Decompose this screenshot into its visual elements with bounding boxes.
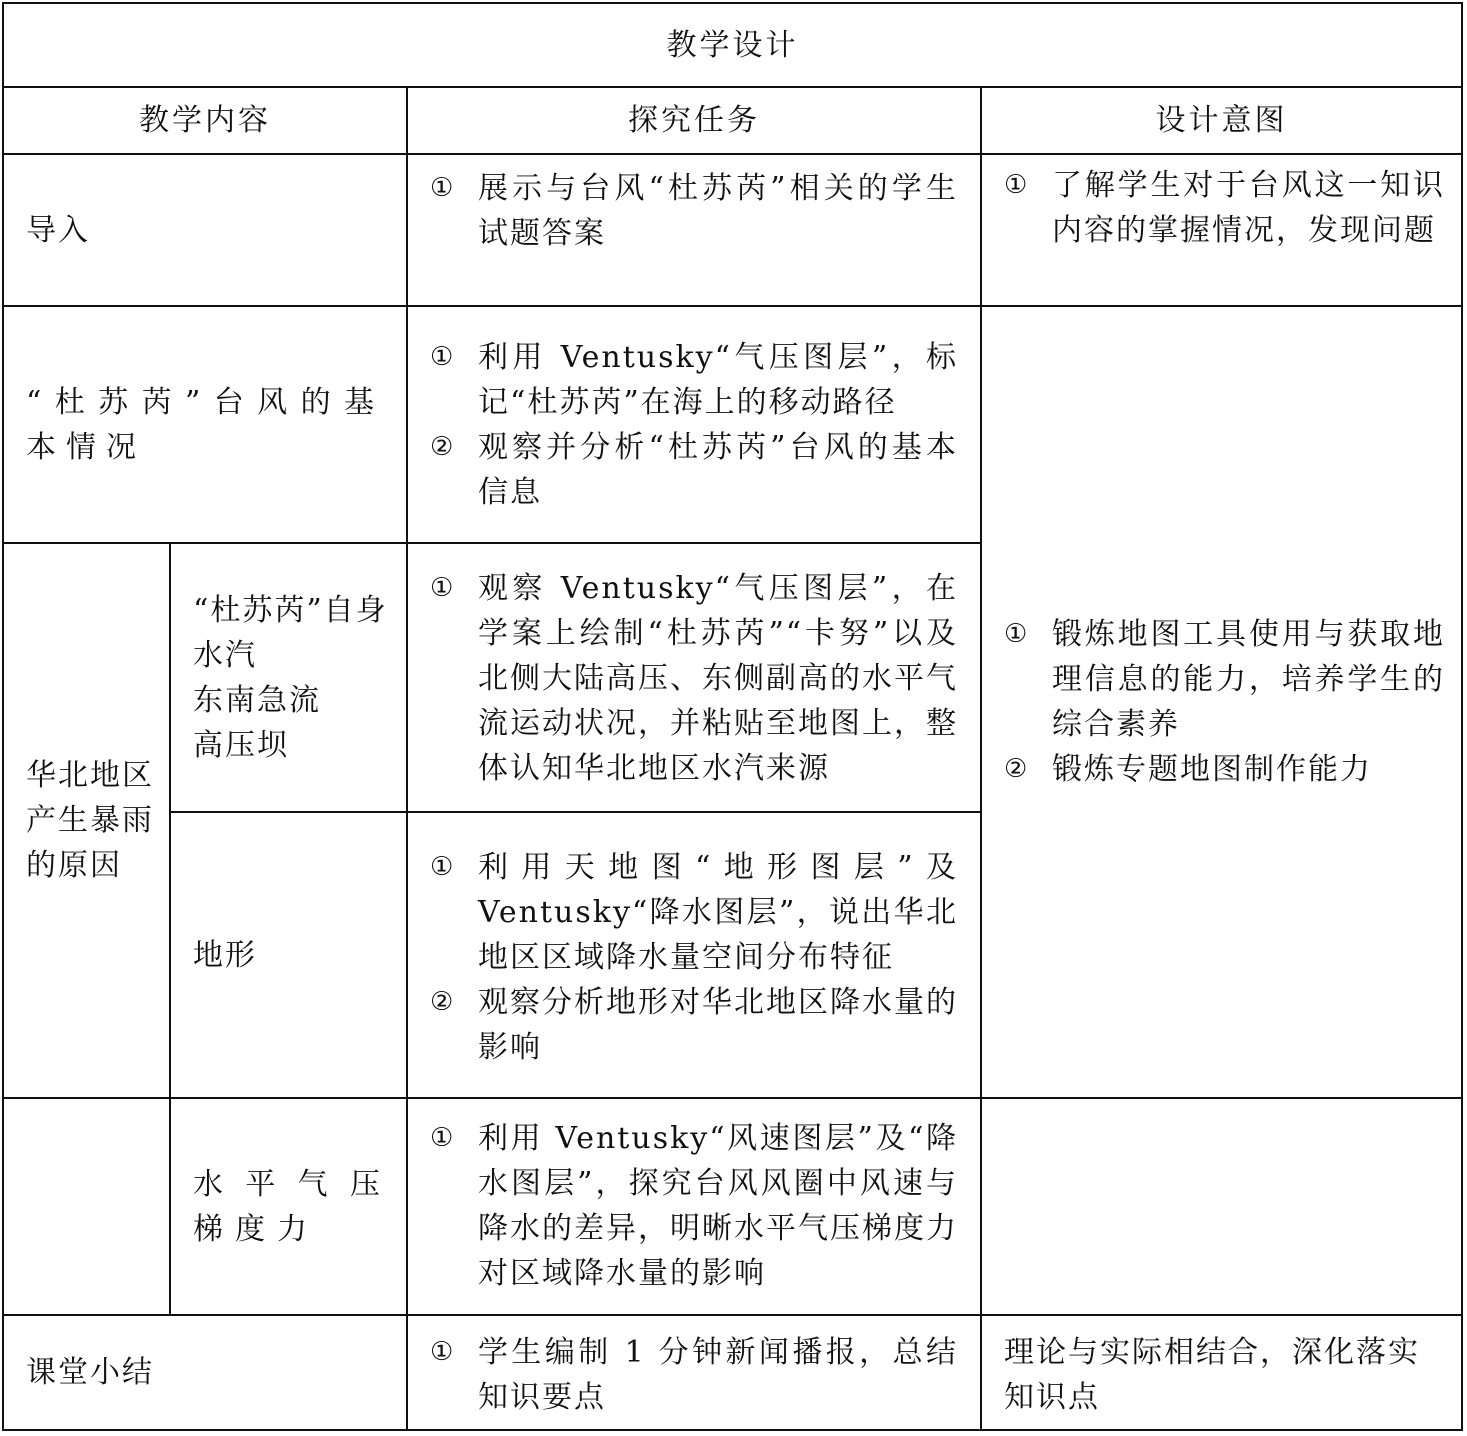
item-number: ① [430,573,456,603]
item-text: 展示与台风“杜苏芮”相关的学生试题答案 [478,171,958,251]
item-text: 利用天地图“地形图层”及 Ventusky“降水图层”，说出华北地区区域降水量空间分布特征 [478,850,958,975]
group-label-text: 华北地区产生暴雨的原因 [26,758,154,883]
item-number: ① [430,173,456,203]
vapor-sub [171,544,406,811]
item-number: ① [1004,619,1030,649]
summary-intent-text: 理论与实际相结合，深化落实知识点 [1004,1335,1420,1415]
item-text: 锻炼地图工具使用与获取地理信息的能力，培养学生的综合素养 [1052,617,1445,742]
vapor-sub-lines [193,588,388,768]
item-number: ② [430,432,456,462]
basic-tasks [408,335,980,515]
pressure-sub [171,1099,406,1314]
item-text: 观察分析地形对华北地区降水量的影响 [478,985,958,1065]
list-item [430,335,958,425]
pressure-tasks [408,1116,980,1296]
basic-content-text: “杜苏芮”台风的基本情况 [26,384,384,465]
pressure-intent [982,1099,1461,1314]
list-item [1004,163,1445,253]
list-item [430,845,958,980]
pressure-sub-text: 水平气压梯度力 [193,1166,392,1247]
list-item [430,980,958,1070]
item-number: ① [430,1337,456,1367]
item-text: 利用 Ventusky“风速图层”及“降水图层”，探究台风风圈中风速与降水的差异，明晰水平气压梯度力对区域降水量的影响 [478,1121,958,1291]
list-item [1004,612,1445,747]
vapor-sub-line: 高压坝 [193,727,289,763]
intro-tasks [408,166,980,256]
list-item [430,166,958,256]
list-item [1004,747,1445,792]
header-tasks: 探究任务 [628,103,760,138]
summary-content-text: 课堂小结 [26,1355,154,1390]
basic-content [4,307,406,542]
item-number: ① [430,342,456,372]
terrain-sub [171,813,406,1097]
vapor-sub-line: “杜苏芮”自身 [193,592,388,628]
item-number: ① [1004,170,1030,200]
summary-tasks [408,1330,980,1420]
table-title: 教学设计 [666,27,799,63]
item-number: ① [430,1123,456,1153]
shared-intent-list [1004,612,1445,792]
item-text: 观察 Ventusky“气压图层”，在学案上绘制“杜苏芮”“卡努”以及北侧大陆高压、东侧副高的水平气流运动状况，并粘贴至地图上，整体认知华北地区水汽来源 [478,571,958,786]
vapor-tasks [408,566,980,791]
pressure-blank [4,1099,169,1314]
item-text: 学生编制 1 分钟新闻播报，总结知识要点 [478,1335,958,1415]
header-intent: 设计意图 [1155,103,1288,138]
vapor-sub-line: 东南急流 [193,682,321,718]
item-text: 利用 Ventusky“气压图层”，标记“杜苏芮”在海上的移动路径 [478,340,958,420]
item-text: 观察并分析“杜苏芮”台风的基本信息 [478,430,958,510]
terrain-tasks [408,845,980,1070]
intro-intent [982,163,1461,253]
item-text: 了解学生对于台风这一知识内容的掌握情况，发现问题 [1052,168,1445,248]
item-number: ① [430,852,456,882]
shared-intent [982,307,1461,1097]
group-label [4,544,169,1097]
vapor-sub-line: 水汽 [193,637,257,673]
terrain-sub-text: 地形 [193,937,257,973]
list-item [430,1116,958,1296]
summary-content [4,1316,406,1429]
list-item [430,425,958,515]
item-text: 锻炼专题地图制作能力 [1052,752,1372,787]
intro-content [4,155,406,305]
item-number: ② [430,987,456,1017]
header-content: 教学内容 [139,103,271,138]
intro-content-text: 导入 [26,212,90,248]
list-item [430,566,958,791]
item-number: ② [1004,754,1030,784]
summary-intent [982,1330,1461,1420]
list-item [430,1330,958,1420]
